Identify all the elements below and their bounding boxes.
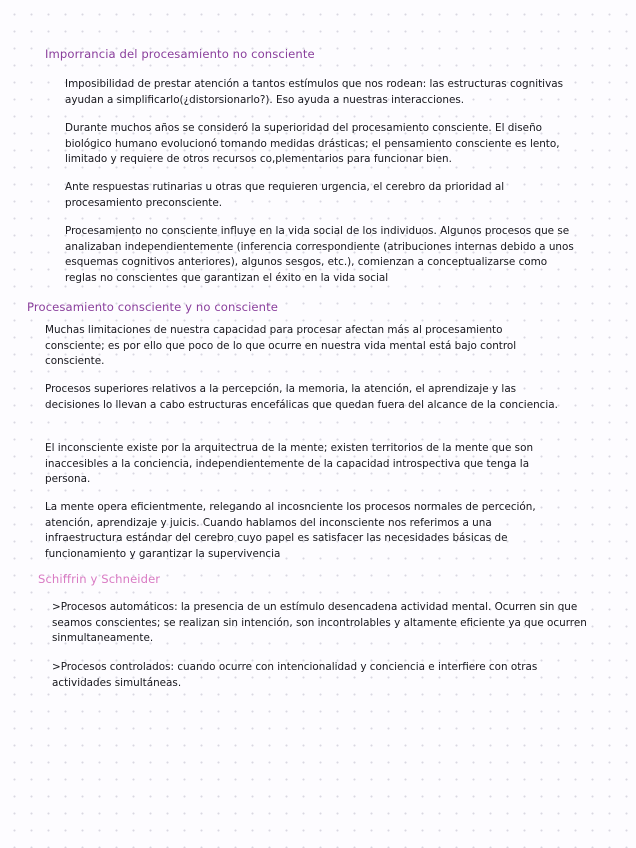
- paragraph-inconsciente-existe: El inconsciente existe por la arquitectrua de la mente; existen territorios de la mente que son inaccesibles a la conciencia, independientemente de la capacidad introspectiva que tenga la persona.: [45, 442, 534, 486]
- paragraph-respuestas-rutinarias: Ante respuestas rutinarias u otras que requieren urgencia, el cerebro da prioridad al procesamiento preconsciente.: [65, 181, 505, 209]
- section-heading-procesamiento: Procesamiento consciente y no consciente: [27, 300, 278, 314]
- paragraph-imposibilidad: Imposibilidad de prestar atención a tantos estímulos que nos rodean: las estructuras cognitivas ayudan a simplificarlo(¿distorsionarlo?). Eso ayuda a nuestras interacciones.: [65, 78, 563, 106]
- section-heading-schiffrin-schneider: Schiffrin y Schneider: [38, 572, 161, 586]
- paragraph-limitaciones: Muchas limitaciones de nuestra capacidad para procesar afectan más al procesamiento consciente; es por ello que poco de lo que ocurre en nuestra vida mental está bajo control consciente.: [45, 324, 517, 368]
- paragraph-procesos-controlados: >Procesos controlados: cuando ocurre con intencionalidad y conciencia e interfiere con otras actividades simultáneas.: [52, 661, 538, 689]
- paragraph-mente-opera: La mente opera eficientmente, relegando al incosnciente los procesos normales de perceción, atención, aprendizaje y juicis. Cuando hablamos del inconsciente nos referimos a una infraestructura estándar del cerebro cuyo papel es satisfacer las necesidades básicas de funcionamiento y garantizar la supervivencia: [45, 501, 536, 560]
- paragraph-procesos-superiores: Procesos superiores relativos a la percepción, la memoria, la atención, el aprendizaje y las decisiones lo llevan a cabo estructuras encefálicas que quedan fuera del alcance de la conciencia.: [45, 383, 558, 411]
- paragraph-vida-social: Procesamiento no consciente influye en la vida social de los individuos. Algunos procesos que se analizaban independientemente (inferencia correspondiente (atribuciones internas debido a unos esquemas cognitivos anteriores), algunos sesgos, etc.), comienzan a conceptualizarse como reglas no conscientes que garantizan el éxito en la vida social: [65, 225, 574, 284]
- paragraph-procesos-automaticos: >Procesos automáticos: la presencia de un estímulo desencadena actividad mental. Ocurren sin que seamos conscientes; se realizan sin intención, son incontrolables y altamente eficiente ya que ocurren sinmultaneamente.: [52, 601, 587, 645]
- section-heading-importancia: Imporrancia del procesamiento no consciente: [45, 47, 315, 61]
- paragraph-superioridad: Durante muchos años se consideró la superioridad del procesamiento consciente. El diseño biológico humano evolucionó tomando medidas drásticas; el pensamiento consciente es lento, limitado y requiere de otros recursos co,plementarios para funcionar bien.: [65, 122, 560, 166]
